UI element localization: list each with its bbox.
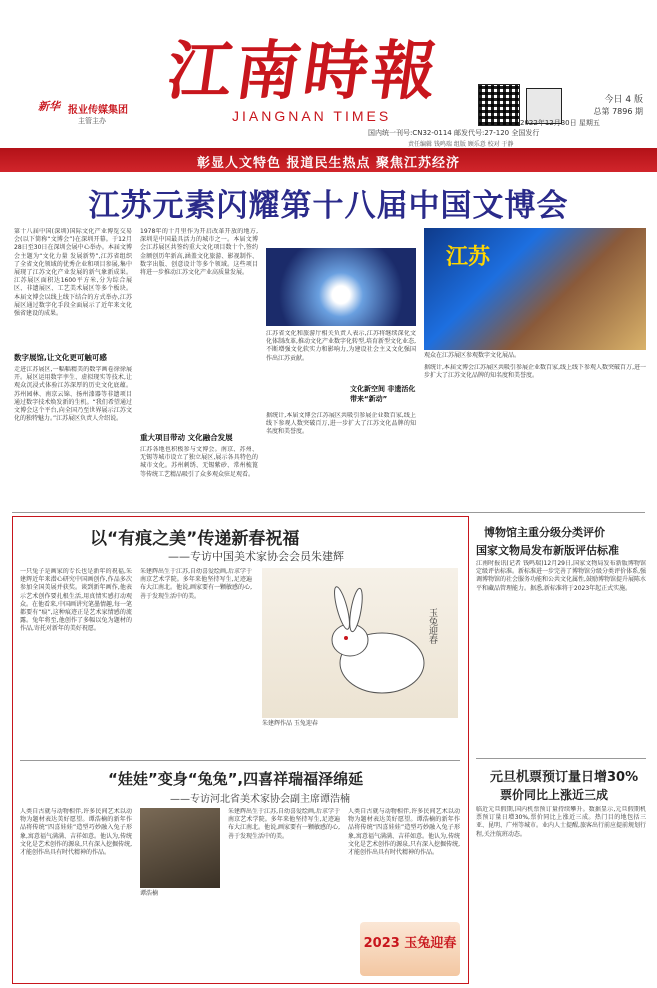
lead-subhead1: 数字展馆,让文化更可触可感 xyxy=(14,353,107,362)
section-divider xyxy=(12,512,645,513)
rabbit-illustration xyxy=(262,568,458,718)
side-title-1: 博物馆主重分级分类评价 xyxy=(484,526,605,539)
side-title-4: 票价同比上涨近三成 xyxy=(500,788,609,802)
feature-inner-divider xyxy=(20,760,460,761)
lead-col1: 第十八届中国(深圳)国际文化产业博览交易会(以下简称“文博会”)在深圳开幕。于12月28日至30日在深圳会展中心举办。本届文博会主题为“文化力量 发展新势”,江苏省组织了全省文化领域的优秀企业和项目参展,集中展现了江苏文化产业发展的新气象新成果。江苏展区面积达1600平方米,分为综合展区、非遗展区、工艺美术展区等多个板块。本届文博会以线上线下结合的方式举办,江苏展区通过数字化手段全面展示了近年来文化强省建设的成果。 xyxy=(14,228,132,318)
lead-col4: 江苏各地也积极参与文博会。南京、苏州、无锡等城市设立了独立展区,展示各具特色的城市文化。苏州刺绣、无锡紫砂、常州梳篦等传统工艺精品吸引了众多观众驻足观看。 xyxy=(140,446,258,478)
side-divider xyxy=(476,758,646,759)
second-body-col3: 人类自古就与动物相伴,许多民间艺术以动物为题材表达美好愿望。谭浩楠的新年作品将传统“四喜娃娃”造型巧妙融入兔子形象,寓意福气满满、吉祥如意。他认为,传统文化是艺术创作的源泉,只有深入挖掘传统,才能创作出具有时代精神的作品。 xyxy=(348,808,460,857)
lead-photo-exhibition xyxy=(424,228,646,350)
qr-code-icon xyxy=(478,84,520,126)
new-year-badge xyxy=(360,922,460,976)
portrait-photo xyxy=(140,808,220,888)
group-logo-mark: 新华 xyxy=(38,100,60,113)
lead-photo-caption: 观众在江苏展区参观数字文化展品。 xyxy=(424,352,521,359)
editor-line: 责任编辑 钱鸣瑞 组版 顾乐意 校对 于静 xyxy=(408,141,514,148)
second-body-col2: 朱建辉出生于江苏,自幼喜爱绘画,后求学于南京艺术学院。多年来他坚持写生,足迹遍布大江南北。他说,画家要有一颗敏感的心,善于发现生活中的美。 xyxy=(228,808,340,840)
lead-subhead2: 重大项目带动 文化融合发展 xyxy=(140,433,233,442)
masthead-title-en: JIANGNAN TIMES xyxy=(232,108,392,124)
page-count: 今日 4 版 xyxy=(604,95,643,105)
new-year-badge-text: 2023 玉兔迎春 xyxy=(363,936,457,951)
feature-body-col2: 朱建辉出生于江苏,自幼喜爱绘画,后求学于南京艺术学院。多年来他坚持写生,足迹遍布大江南北。他说,画家要有一颗敏感的心,善于发现生活中的美。 xyxy=(140,568,252,600)
feature-body-col1: 一只兔子是画家的专长也是新年的祝福,朱建辉近年来潜心研究中国画创作,作品多次参加全国美展并获奖。谈到新年画作,他表示艺术创作要扎根生活,用真情实感打动观众。在他看来,中国画讲究笔墨情趣,每一笔都要有“痕”,这种痕迹正是艺术家情感的流露。兔年将至,他创作了多幅以兔为题材的作品,寄托对新年的美好祝愿。 xyxy=(20,568,132,633)
second-body-col1: 人类自古就与动物相伴,许多民间艺术以动物为题材表达美好愿望。谭浩楠的新年作品将传统“四喜娃娃”造型巧妙融入兔子形象,寓意福气满满、吉祥如意。他认为,传统文化是艺术创作的源泉,只有深入挖掘传统,才能创作出具有时代精神的作品。 xyxy=(20,808,132,857)
rabbit-painting xyxy=(262,568,458,718)
side-title-2: 国家文物局发布新版评估标准 xyxy=(476,544,619,557)
portrait-caption: 谭浩楠 xyxy=(140,890,159,897)
main-headline: 江苏元素闪耀第十八届中国文博会 xyxy=(88,188,569,224)
lead-col7: 据统计,本届文博会江苏展区共吸引参展企业数百家,线上线下参观人数突破百万,进一步扩大了江苏文化品牌的知名度和美誉度。 xyxy=(424,364,646,380)
feature-title: 以“有痕之美”传递新春祝福 xyxy=(90,529,300,549)
issue-number: 总第 7896 期 xyxy=(593,107,643,116)
masthead-title: 江南時報 xyxy=(162,34,446,109)
lead-col3: 1978年的十月里作为开启改革开放的地方,深圳是中国最具活力的城市之一。本届文博会江苏展区共签约重大文化项目数十个,签约金额创历年新高,涵盖文化旅游、影视制作、数字出版、创意设计等多个领域。这些项目将进一步推动江苏文化产业高质量发展。 xyxy=(140,228,258,277)
rabbit-caption: 朱建辉作品 玉兔迎春 xyxy=(262,720,318,727)
lead-col5: 江苏省文化和旅游厅相关负责人表示,江苏将继续深化文化体制改革,推动文化产业数字化转型,培育新型文化业态,不断增强文化软实力和影响力,为建设社会主义文化强国作出江苏贡献。 xyxy=(266,330,416,362)
lead-col6: 据统计,本届文博会江苏展区共吸引参展企业数百家,线上线下参观人数突破百万,进一步扩大了江苏文化品牌的知名度和美誉度。 xyxy=(266,412,416,436)
lead-photo-digital xyxy=(266,248,416,326)
cn-number: 国内统一刊号:CN32-0114 邮发代号:27-120 全国发行 xyxy=(368,129,540,137)
second-feature-subtitle: ——专访河北省美术家协会副主席谭浩楠 xyxy=(170,794,350,805)
sponsor-label: 主管主办 xyxy=(78,117,106,125)
side-title-3: 元旦机票预订量日增30% xyxy=(490,770,639,785)
side-body-1: 江南时报讯(记者 钱鸣瑞)12月29日,国家文物局发布新版博物馆定级评估标准。新标准进一步完善了博物馆分级分类评价体系,强调博物馆的社会服务功能和公共文化属性,鼓励博物馆提升展陈水平和藏品管理能力。据悉,新标准将于2023年起正式实施。 xyxy=(476,560,646,592)
side-body-2: 临近元旦假期,国内机票预订量持续攀升。数据显示,元旦假期机票预订量日增30%,票价同比上涨近三成。热门目的地包括三亚、昆明、广州等城市。业内人士提醒,旅客出行前应提前规划行程,关注航班动态。 xyxy=(476,806,646,838)
svg-text:玉兔迎春: 玉兔迎春 xyxy=(427,608,437,644)
slogan-text: 彰显人文特色 报道民生热点 聚焦江苏经济 xyxy=(196,156,461,171)
publish-date: 2022年12月30日 星期五 xyxy=(520,119,600,127)
lead-col2: 走进江苏展区,一幅幅精美的数字画卷徐徐展开。展区运用数字孪生、虚拟现实等技术,让观众沉浸式体验江苏深厚的历史文化底蕴。苏州园林、南京云锦、扬州漆器等非遗项目通过数字技术焕发新的生机。“我们希望通过文博会这个平台,向全国乃至世界展示江苏文化的独特魅力。”江苏展区负责人介绍说。 xyxy=(14,366,132,423)
lead-subhead3: 文化新空间 非遗活化带来“新动” xyxy=(350,385,416,403)
jiangsu-sign: 江苏 xyxy=(446,245,491,270)
second-feature-title: “娃娃”变身“兔兔”,四喜祥瑞福泽绵延 xyxy=(108,770,364,788)
group-name: 报业传媒集团 xyxy=(68,105,128,116)
feature-subtitle: ——专访中国美术家协会会员朱建辉 xyxy=(168,550,344,563)
